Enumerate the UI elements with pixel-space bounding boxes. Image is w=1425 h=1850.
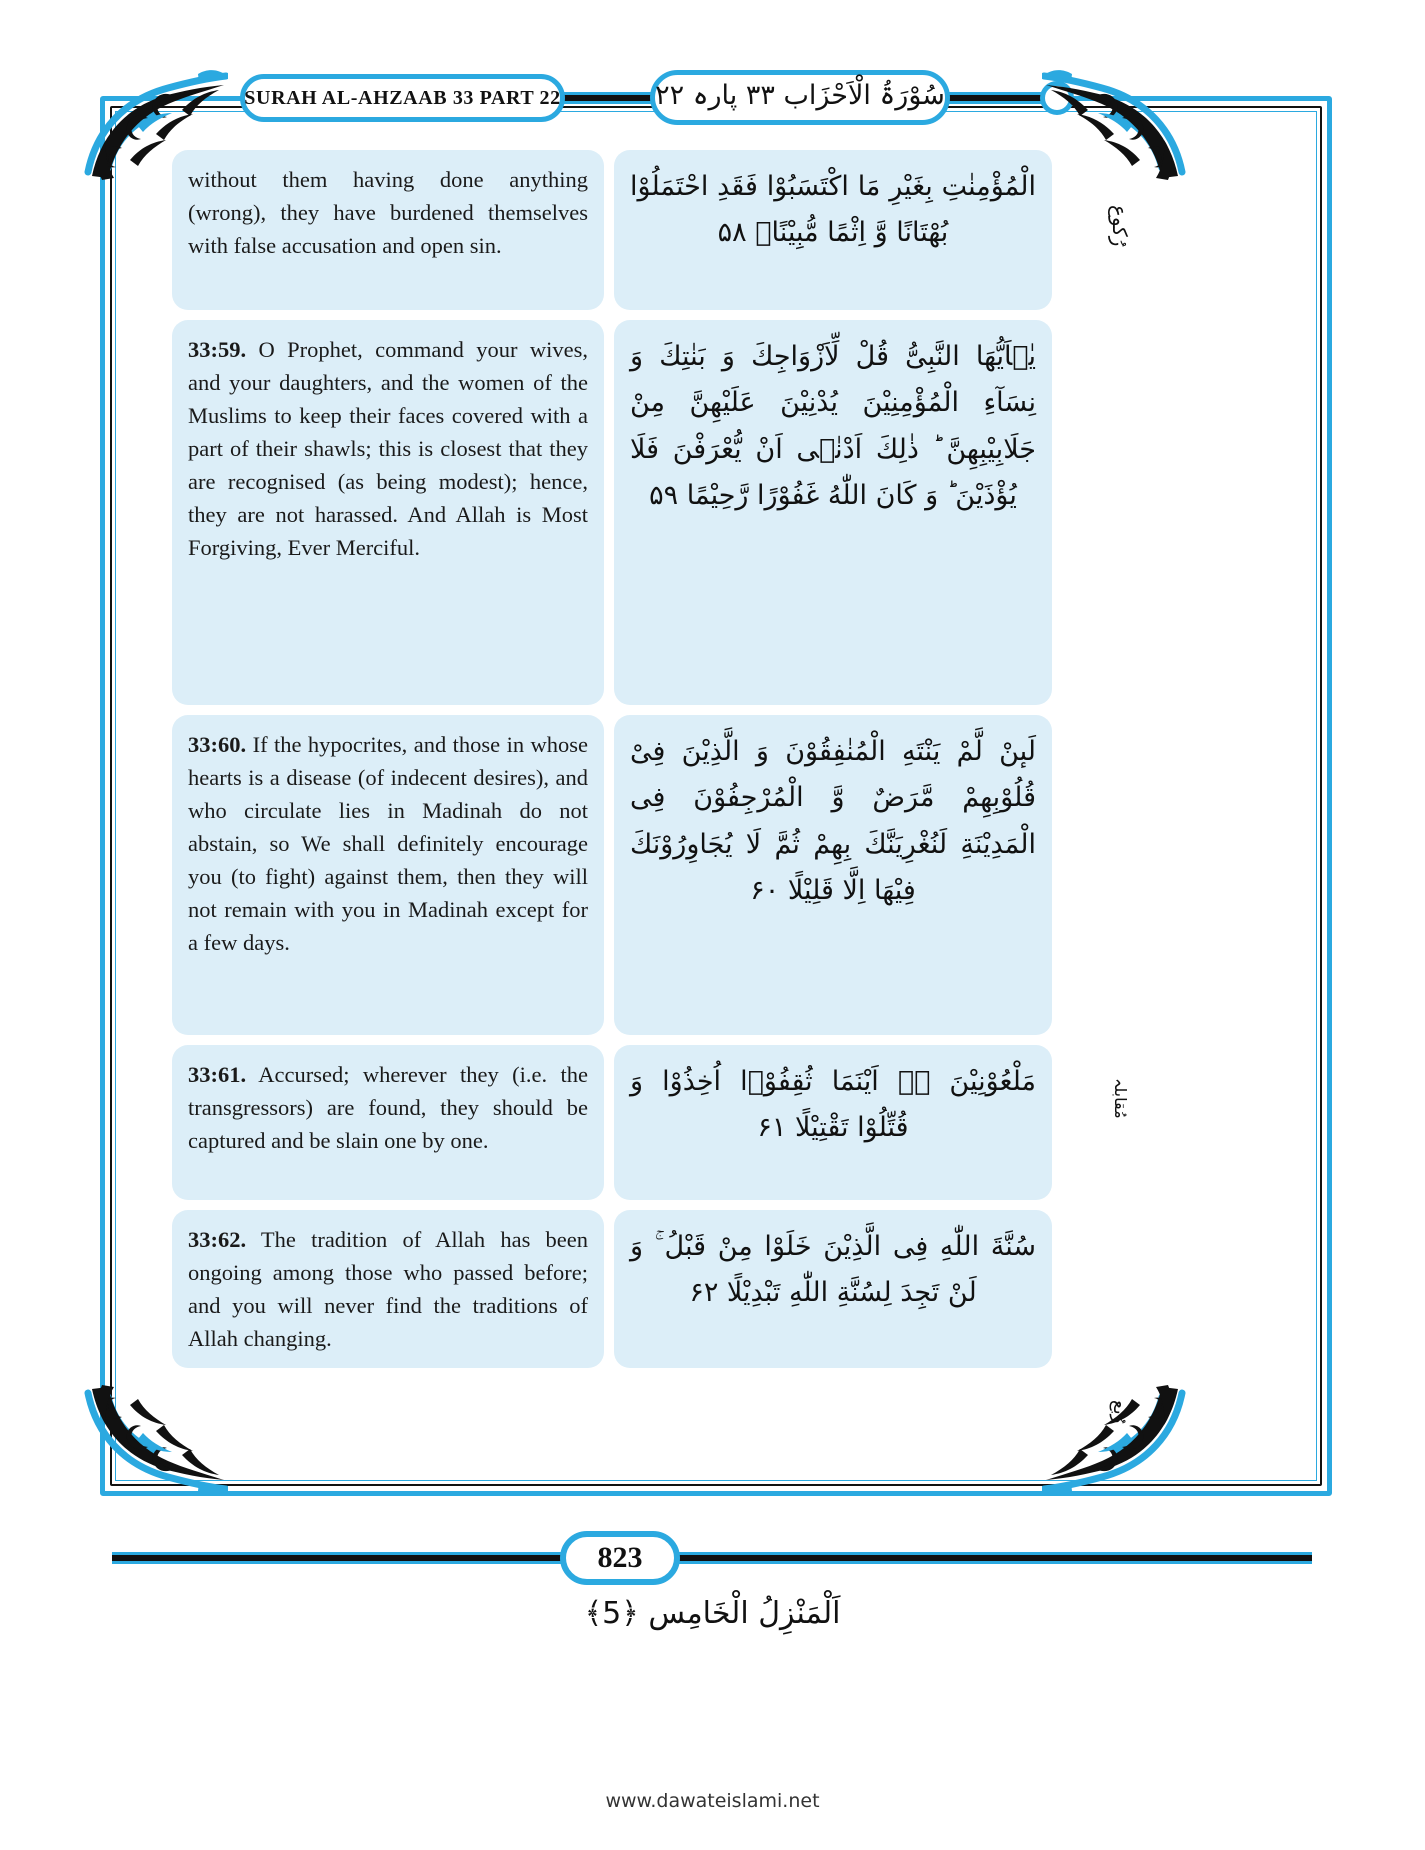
corner-ornament-top-right bbox=[1042, 52, 1192, 187]
verse-row bbox=[172, 715, 1052, 1035]
verse-text-arabic: یٰۤاَیُّهَا النَّبِیُّ قُلْ لِّاَزْوَاجِكَ وَ بَنٰتِكَ وَ نِسَآءِ الْمُؤْمِنِیْنَ یُدْنِیْنَ عَلَیْهِنَّ مِنْ جَلَابِیْبِهِنَّ ؕ ذٰلِكَ اَدْنٰۤى اَنْ یُّعْرَفْنَ فَلَا یُؤْذَیْنَ ؕ وَ كَانَ اللّٰهُ غَفُوْرًا رَّحِیْمًا ۵۹ bbox=[614, 320, 1052, 705]
surah-title-arabic-label: سُوْرَۃُ الْاَحْزَاب ۳۳ پارہ ۲۲ bbox=[655, 80, 945, 111]
verse-text-arabic: مَلْعُوْنِیْنَ ۚۛ اَیْنَمَا ثُقِفُوْۤا اُخِذُوْا وَ قُتِّلُوْا تَقْتِیْلًا ۶۱ bbox=[614, 1045, 1052, 1200]
verse-translation-english bbox=[172, 150, 604, 310]
verse-text-english: The tradition of Allah has been ongoing among those who passed before; and you will never find the traditions of Allah changing. bbox=[188, 1227, 589, 1351]
verse-text-english: If the hypocrites, and those in whose hearts is a disease (of indecent desires), and who circulate lies in Madinah do not abstain, so We shall definitely encourage you (to fight) against them, then they will not remain with you in Madinah except for a few days. bbox=[188, 732, 589, 955]
margin-mark-muqabla: مُقابلہ bbox=[1111, 1078, 1130, 1119]
verse-number: 33:60. bbox=[188, 732, 247, 757]
verse-text-english: without them having done anything (wrong), they have burdened themselves with false accusation and open sin. bbox=[188, 167, 588, 258]
header-connector-right bbox=[940, 92, 1050, 104]
verse-translation-english bbox=[172, 1210, 604, 1368]
verse-row bbox=[172, 320, 1052, 705]
surah-title-english-label: SURAH AL-AHZAAB 33 PART 22 bbox=[244, 86, 561, 109]
margin-mark-ruku: رُکوع bbox=[1108, 205, 1132, 247]
corner-ornament-top-left bbox=[78, 52, 228, 187]
verse-text-arabic: سُنَّةَ اللّٰهِ فِی الَّذِیْنَ خَلَوْا مِنْ قَبْلُ ۚ وَ لَنْ تَجِدَ لِسُنَّةِ اللّٰهِ تَبْدِیْلًا ۶۲ bbox=[614, 1210, 1052, 1368]
page-number-label: 823 bbox=[597, 1541, 643, 1574]
verse-number: 33:61. bbox=[188, 1062, 247, 1087]
verse-row bbox=[172, 1210, 1052, 1368]
header-connector-left bbox=[560, 92, 660, 104]
corner-ornament-bottom-left bbox=[78, 1378, 228, 1513]
verse-number: 33:62. bbox=[188, 1227, 247, 1252]
verse-grid bbox=[172, 150, 1052, 1490]
surah-title-arabic bbox=[650, 70, 950, 125]
verse-text-arabic: الْمُؤْمِنٰتِ بِغَیْرِ مَا اكْتَسَبُوْا فَقَدِ احْتَمَلُوْا بُهْتَانًا وَّ اِثْمًا مُّبِیْنًا۠ ۵۸ bbox=[614, 150, 1052, 310]
verse-text-english: Accursed; wherever they (i.e. the transgressors) are found, they should be captured and be slain one by one. bbox=[188, 1062, 589, 1153]
verse-row bbox=[172, 1045, 1052, 1200]
manzil-label: اَلْمَنْزِلُ الْخَامِس ﴿5﴾ bbox=[584, 1596, 841, 1631]
verse-text-english: O Prophet, command your wives, and your daughters, and the women of the Muslims to keep their faces covered with a part of their shawls; this is closest that they are recognised (as being modest); hence, they are not harassed. And Allah is Most Forgiving, Ever Merciful. bbox=[188, 337, 588, 560]
verse-number: 33:59. bbox=[188, 337, 247, 362]
verse-translation-english bbox=[172, 320, 604, 705]
footer-rule bbox=[112, 1552, 1312, 1564]
verse-text-arabic: لَىٕنْ لَّمْ یَنْتَهِ الْمُنٰفِقُوْنَ وَ الَّذِیْنَ فِیْ قُلُوْبِهِمْ مَّرَضٌ وَّ الْمُرْجِفُوْنَ فِی الْمَدِیْنَةِ لَنُغْرِیَنَّكَ بِهِمْ ثُمَّ لَا یُجَاوِرُوْنَكَ فِیْهَا اِلَّا قَلِیْلًا ۶۰ bbox=[614, 715, 1052, 1035]
surah-title-english bbox=[240, 74, 565, 122]
verse-translation-english bbox=[172, 715, 604, 1035]
corner-ornament-bottom-right bbox=[1042, 1378, 1192, 1513]
verse-row bbox=[172, 150, 1052, 310]
margin-mark-rubu: رُبع bbox=[1109, 1400, 1130, 1424]
website-url: www.dawateislami.net bbox=[605, 1790, 820, 1812]
verse-translation-english bbox=[172, 1045, 604, 1200]
page-number-badge bbox=[560, 1531, 680, 1585]
